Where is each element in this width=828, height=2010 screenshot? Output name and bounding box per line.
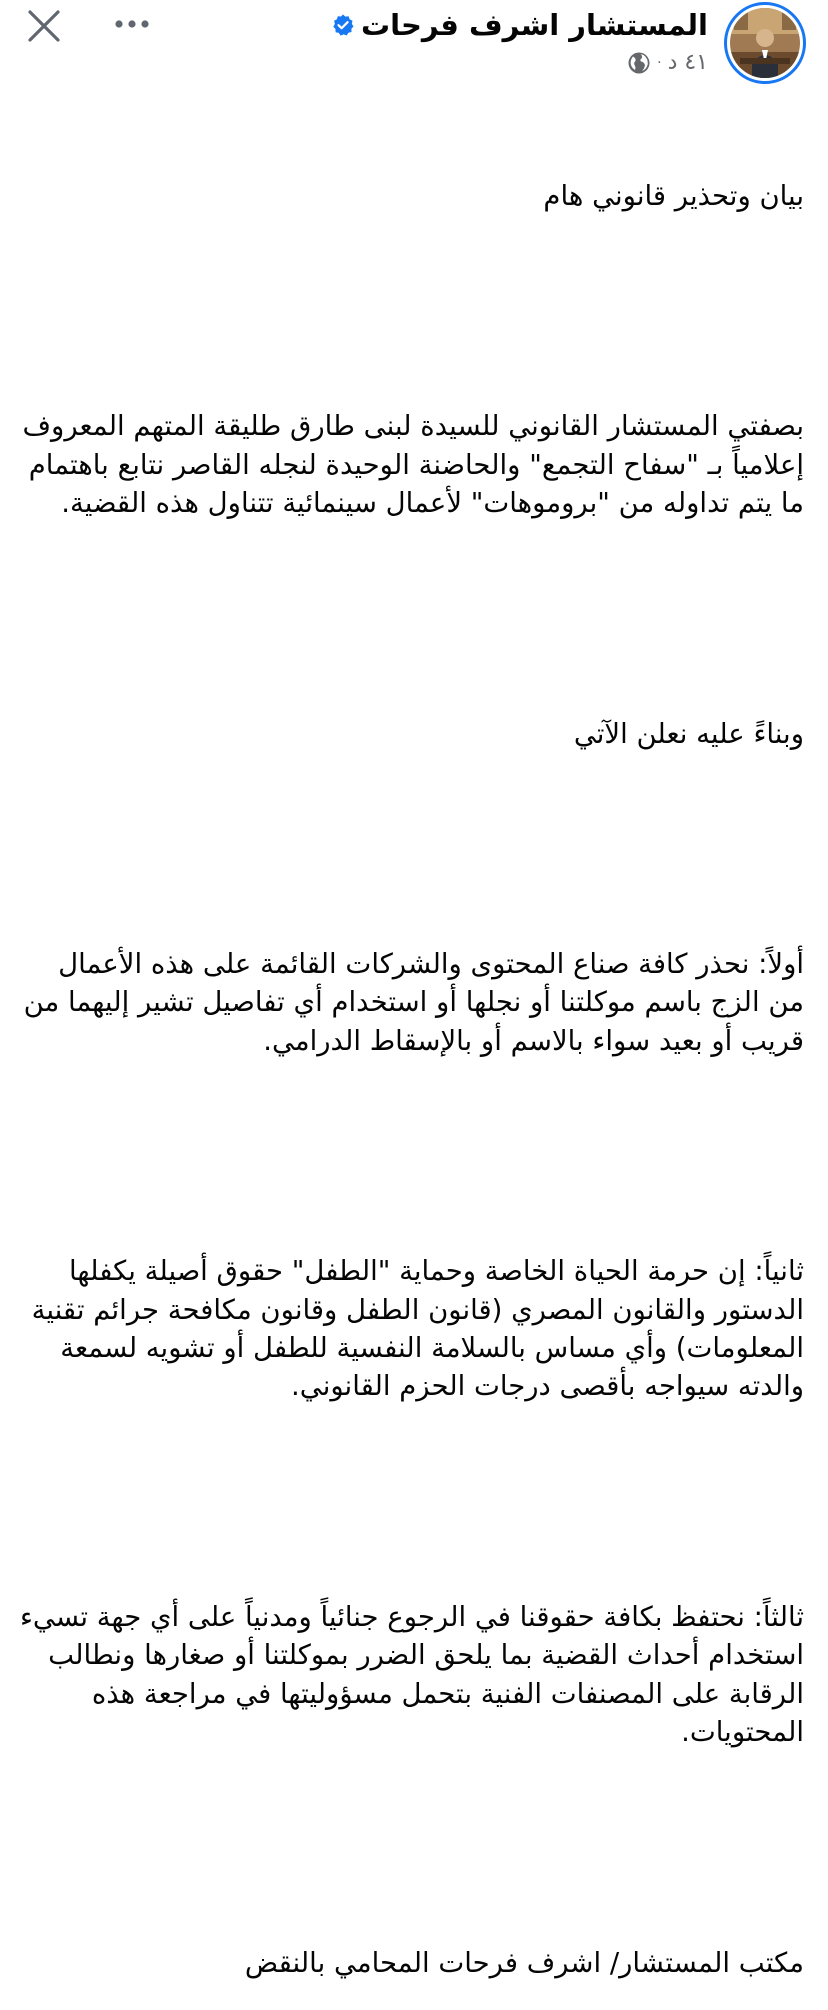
post-title: بيان وتحذير قانوني هام xyxy=(543,179,804,212)
post-body xyxy=(11,100,804,2010)
author-row xyxy=(331,4,708,46)
post-paragraph-second: ثانياً: إن حرمة الحياة الخاصة وحماية "الطفل" حقوق أصيلة يكفلها الدستور والقانون المصري (قانون الطفل وقانون مكافحة جرائم تقنية المعلومات) وأي مساس بالسلامة النفسية للطفل أو تشويه لسمعة والدته سيواجه بأقصى درجات الحزم القانوني. xyxy=(22,1255,804,1403)
post-timestamp[interactable]: ٤١ د xyxy=(667,50,708,75)
post-meta xyxy=(331,48,708,78)
post-paragraph-third: ثالثاً: نحتفظ بكافة حقوقنا في الرجوع جنائياً ومدنياً على أي جهة تسيء استخدام أحداث القضية بما يلحق الضرر بموكلتنا أو صغارها ونطالب الرقابة على المصنفات الفنية بتحمل مسؤوليتها في مراجعة هذه المحتويات. xyxy=(11,1600,804,1749)
post-header xyxy=(0,0,828,100)
more-horizontal-icon xyxy=(114,19,150,29)
author-name[interactable]: المستشار اشرف فرحات xyxy=(360,8,708,42)
globe-icon[interactable] xyxy=(627,51,651,75)
verified-badge-icon xyxy=(331,13,355,37)
author-avatar[interactable] xyxy=(724,2,806,84)
close-button[interactable] xyxy=(24,6,64,46)
post-paragraph-intro: بصفتي المستشار القانوني للسيدة لبنى طارق طليقة المتهم المعروف إعلامياً بـ "سفاح التجمع" والحاضنة الوحيدة لنجله القاصر نتابع باهتمام ما يتم تداوله من "بروموهات" لأعمال سينمائية تتناول هذه القضية. xyxy=(13,410,804,520)
close-icon xyxy=(27,9,61,43)
post-paragraph-announcement: وبناءً عليه نعلن الآتي xyxy=(573,717,804,750)
post-signature: مكتب المستشار/ اشرف فرحات المحامي بالنقض xyxy=(244,1946,804,1979)
author-block xyxy=(331,4,708,78)
avatar-photo xyxy=(730,8,800,78)
avatar-image xyxy=(730,8,800,78)
more-options-button[interactable] xyxy=(110,6,154,42)
post-paragraph-first: أولاً: نحذر كافة صناع المحتوى والشركات القائمة على هذه الأعمال من الزج باسم موكلتنا أو نجلها أو استخدام أي تفاصيل تشير إليهما من قريب أو بعيد سواء بالاسم أو بالإسقاط الدرامي. xyxy=(14,947,804,1057)
meta-separator: · xyxy=(657,55,662,71)
